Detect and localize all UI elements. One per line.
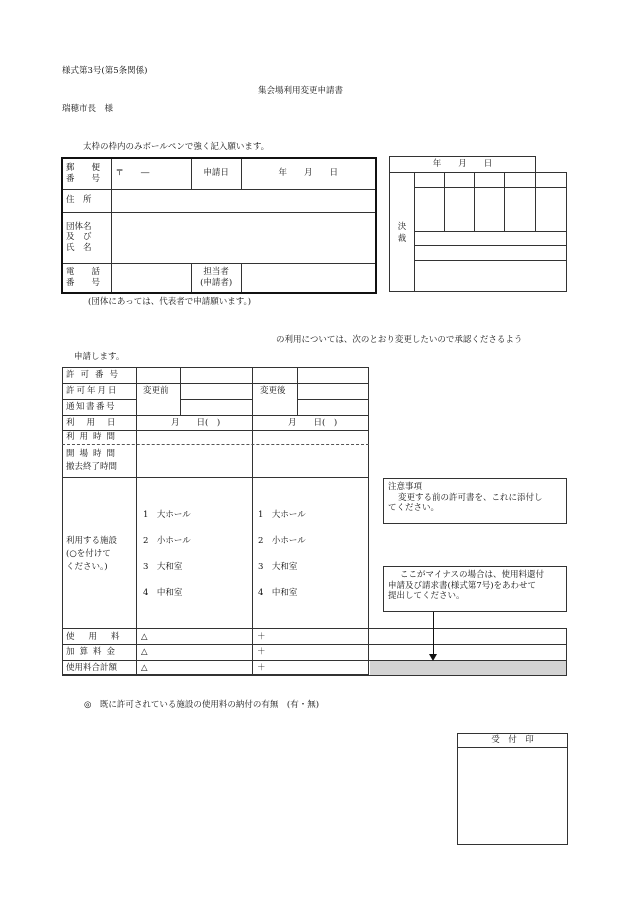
total-minus: △ <box>141 663 148 673</box>
contact-field[interactable] <box>241 263 376 293</box>
open-time-label: 開場時間 <box>66 449 121 459</box>
document-title: 集会場利用変更申請書 <box>258 86 344 96</box>
removal-time-label: 撤去終了時間 <box>66 462 118 472</box>
surcharge-plus: ＋ <box>257 647 266 657</box>
receipt-stamp-box <box>457 733 568 845</box>
group-name-label: 団体名 及 び 氏 名 <box>62 212 112 263</box>
fee-label: 使用料 <box>66 632 134 642</box>
address-field[interactable] <box>112 189 376 212</box>
total-plus: ＋ <box>257 663 266 673</box>
use-date-label: 利用日 <box>66 418 128 428</box>
permit-date-label: 許可年月日 <box>66 386 119 396</box>
postal-field[interactable]: 〒 ― <box>112 158 192 189</box>
fee-plus: ＋ <box>257 632 266 642</box>
total-fee-label: 使用料合計額 <box>66 663 118 673</box>
facility-before-3[interactable]: 3 大和室 <box>143 562 183 572</box>
use-time-label: 利用時間 <box>66 432 121 442</box>
receipt-stamp-label: 受 付 印 <box>457 733 568 748</box>
facility-before-4[interactable]: 4 中和室 <box>143 588 183 598</box>
facility-before-2[interactable]: 2 小ホール <box>143 536 191 546</box>
arrow-line <box>433 612 434 656</box>
permit-number-label: 許可番号 <box>66 370 125 380</box>
facility-after-3[interactable]: 3 大和室 <box>258 562 298 572</box>
instruction-text: 太枠の枠内のみボールペンで強く記入願います。 <box>83 142 270 152</box>
surcharge-minus: △ <box>141 647 148 657</box>
use-date-before[interactable]: 月 日( ) <box>171 418 221 428</box>
facility-label-2: (○を付けて <box>66 549 111 559</box>
fee-minus: △ <box>141 632 148 642</box>
contact-label: 担当者 (申請者) <box>191 263 241 293</box>
approval-date-header: 年 月 日 <box>389 156 536 173</box>
body-text-line2: 申請します。 <box>74 352 125 362</box>
arrow-down-icon <box>429 654 437 661</box>
addressee: 瑞穂市長 様 <box>62 104 114 114</box>
approval-box <box>389 156 567 292</box>
total-shaded-cell <box>370 661 566 675</box>
note-attach-permit: 注意事項 変更する前の許可書を、これに添付し てください。 <box>383 478 567 524</box>
applicant-note: (団体にあっては、代表者で申請願います。) <box>88 297 252 307</box>
surcharge-label: 加算料金 <box>66 647 121 657</box>
postal-label: 郵 便 番 号 <box>62 158 112 189</box>
apply-date-field[interactable]: 年 月 日 <box>241 158 376 189</box>
facility-before-1[interactable]: 1 大ホール <box>143 510 191 520</box>
phone-label: 電 話 番 号 <box>62 263 112 293</box>
note-refund: ここがマイナスの場合は、使用料還付 申請及び請求書(様式第7号)をあわせて 提出してください。 <box>383 566 567 612</box>
before-label: 変更前 <box>143 386 169 396</box>
facility-after-1[interactable]: 1 大ホール <box>258 510 306 520</box>
facility-after-4[interactable]: 4 中和室 <box>258 588 298 598</box>
facility-after-2[interactable]: 2 小ホール <box>258 536 306 546</box>
facility-label-1: 利用する施設 <box>66 536 118 546</box>
after-label: 変更後 <box>260 386 286 396</box>
apply-date-label: 申請日 <box>191 158 241 189</box>
applicant-table <box>61 157 377 294</box>
kessai-label: 決裁 <box>389 172 415 292</box>
notice-number-label: 通知書番号 <box>66 402 117 412</box>
facility-label-3: ください。) <box>66 562 108 572</box>
prior-payment-question: ◎ 既に許可されている施設の使用料の納付の有無 (有・無) <box>84 700 320 710</box>
group-name-field[interactable] <box>112 212 376 263</box>
use-date-after[interactable]: 月 日( ) <box>288 418 338 428</box>
phone-field[interactable] <box>112 263 192 293</box>
body-text-line1: の利用については、次のとおり変更したいので承認くださるよう <box>276 335 523 345</box>
address-label: 住 所 <box>62 189 112 212</box>
form-number: 様式第3号(第5条関係) <box>62 66 148 76</box>
